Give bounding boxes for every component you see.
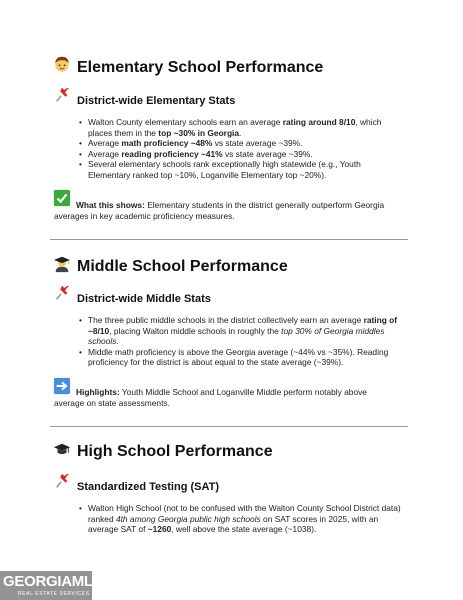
section-divider <box>50 426 408 427</box>
high-stats-list <box>78 503 410 535</box>
georgiamls-watermark <box>0 571 103 600</box>
pushpin-icon <box>53 284 71 302</box>
student-icon <box>53 255 71 273</box>
middle-stat-item: • Middle math proficiency is above the Georgia average (~44% vs ~35%). Reading proficiency for the district is about equal to the state average (~39%). <box>78 347 414 368</box>
high-subtitle: Standardized Testing (SAT) <box>77 481 219 493</box>
middle-stat-item: • The three public middle schools in the district collectively earn an average rating of ~8/10, placing Walton middle schools in roughly the top 30% of Georgia middles schools. <box>78 315 414 347</box>
watermark-brand: GEORGIAMLS <box>3 573 103 590</box>
watermark-tagline: REAL ESTATE SERVICES <box>18 591 90 597</box>
child-face-icon <box>53 55 71 73</box>
elementary-stat-item: • Walton County elementary schools earn an average rating around 8/10, which places them in the top ~30% in Georgia. <box>78 117 390 138</box>
section-divider <box>50 239 408 240</box>
middle-subtitle: District-wide Middle Stats <box>77 293 211 305</box>
elementary-summary: What this shows: Elementary students in the district generally outperform Georgia averages in key academic proficiency measures. <box>54 200 385 221</box>
graduation-cap-icon <box>53 441 71 459</box>
elementary-title: Elementary School Performance <box>77 59 324 76</box>
note-label: What this shows: <box>76 200 145 210</box>
high-stat-item: • Walton High School (not to be confused with the Walton County School District data) ranked 4th among Georgia public high schools on SAT scores in 2025, with an average SAT of ~1260, well above the state average (~1038). <box>78 503 410 535</box>
middle-title: Middle School Performance <box>77 258 288 275</box>
note-label: Highlights: <box>76 387 120 397</box>
middle-stats-list <box>78 315 414 368</box>
elementary-stat-item: • Average math proficiency ~48% vs state average ~39%. <box>78 138 390 149</box>
middle-highlights: Highlights: Youth Middle School and Loganville Middle perform notably above average on state assessments. <box>54 387 367 408</box>
pushpin-icon <box>53 86 71 104</box>
elementary-stat-item: • Several elementary schools rank exceptionally high statewide (e.g., Youth Elementary ranked top ~10%, Loganville Elementary top ~20%). <box>78 159 390 180</box>
elementary-stats-list <box>78 117 390 181</box>
high-title: High School Performance <box>77 443 273 460</box>
elementary-subtitle: District-wide Elementary Stats <box>77 95 236 107</box>
pushpin-icon <box>53 472 71 490</box>
elementary-stat-item: • Average reading proficiency ~41% vs state average ~39%. <box>78 149 390 160</box>
